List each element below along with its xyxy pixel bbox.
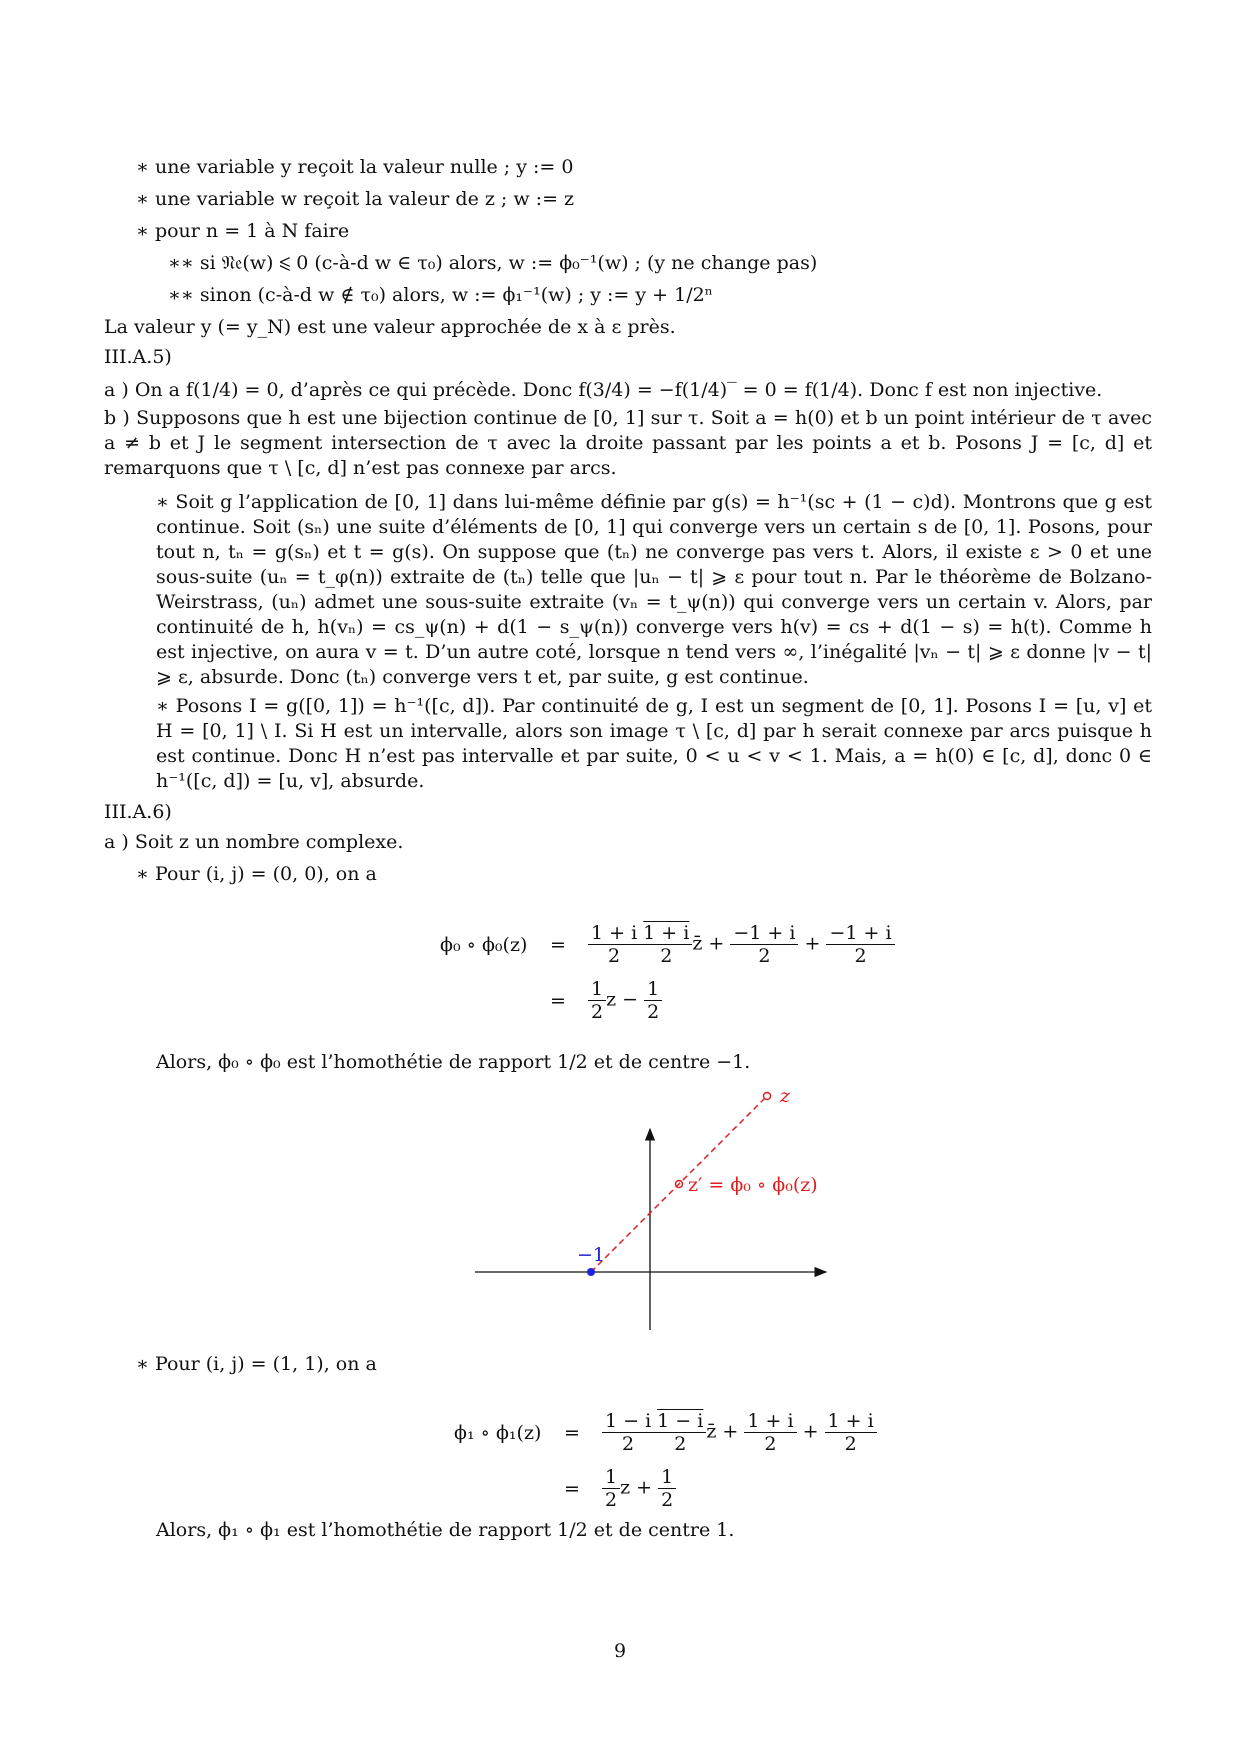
sub-bullet-2: ∗∗ sinon (c-à-d w ∉ τ₀) alors, w := ϕ₁⁻¹(w) ; y := y + 1/2ⁿ [168,284,713,306]
label-z-prime: z′ = ϕ₀ ∘ ϕ₀(z) [688,1174,818,1196]
sub-bullet-1: ∗∗ si 𝔑𝔢(w) ⩽ 0 (c-à-d w ∈ τ₀) alors, w := ϕ₀⁻¹(w) ; (y ne change pas) [168,252,818,274]
proof-continuity: ∗ Soit g l’application de [0, 1] dans lui-même définie par g(s) = h⁻¹(sc + (1 − c)d). Montrons que g est continue. Soit (sₙ) une suite d’éléments de [0, 1] qui converge vers un certain s de [0, 1]. Posons, pour tout n, tₙ = g(sₙ) et t = g(s). On suppose que (tₙ) ne converge pas vers t. Alors, il existe ε > 0 et une sous-suite (uₙ = t_φ(n)) extraite de (tₙ) telle que |uₙ − t| ⩾ ε pour tout n. Par le théorème de Bolzano-Weirstrass, (uₙ) admet une sous-suite extraite (vₙ = t_ψ(n)) qui converge vers un certain v. Alors, par continuité de h, h(vₙ) = cs_ψ(n) + d(1 − s_ψ(n)) converge vers h(v) = cs + d(1 − s) = h(t). Comme h est injective, on aura v = t. D’un autre coté, lorsque n tend vers ∞, l’inégalité |vₙ − t| ⩾ ε donne |v − t| ⩾ ε, absurde. Donc (tₙ) converge vers t et, par suite, g est continue. [156,491,1152,688]
section-heading-a5: III.A.5) [104,346,172,368]
eq1-lhs: ϕ₀ ∘ ϕ₀(z) [440,934,528,956]
bullet-line-2: ∗ une variable w reçoit la valeur de z ; w := z [136,188,575,210]
item-a: a ) On a f(1/4) = 0, d’après ce qui précède. Donc f(3/4) = −f(1/4)‾ = 0 = f(1/4). Donc f est non injective. [104,379,1103,401]
approx-sentence: La valeur y (= y_N) est une valeur approchée de x à ε près. [104,316,676,338]
proof-interval: ∗ Posons I = g([0, 1]) = h⁻¹([c, d]). Par continuité de g, I est un segment de [0, 1]. Posons I = [u, v] et H = [0, 1] \ I. Si H est un intervalle, alors son image τ \ [c, d] par h serait connexe par arcs puisque h est continue. Donc H n’est pas intervalle et par suite, 0 < u < v < 1. Mais, a = h(0) ∈ [c, d], donc 0 ∈ h⁻¹([c, d]) = [u, v], absurde. [156,695,1152,792]
bullet-line-1: ∗ une variable y reçoit la valeur nulle ; y := 0 [136,156,574,178]
eq2-rhs2: $\frac{1}{2}$ z + $\frac{1}{2}$ [602,1466,676,1511]
section-heading-a6: III.A.6) [104,801,172,823]
bullet-line-3: ∗ pour n = 1 à N faire [136,220,350,242]
eq1-rhs1: $\frac{1 + i}{2}$ $\frac{1 + i}{2}$ z̄ + $\frac{-1 + i}{2}$ + $\frac{-1 + i}{2}$ [588,922,895,967]
case-11: ∗ Pour (i, j) = (1, 1), on a [136,1353,377,1375]
homothety-sentence-0: Alors, ϕ₀ ∘ ϕ₀ est l’homothétie de rapport 1/2 et de centre −1. [156,1051,751,1073]
homothety-figure [470,1085,840,1340]
case-00: ∗ Pour (i, j) = (0, 0), on a [136,863,377,885]
homothety-sentence-1: Alors, ϕ₁ ∘ ϕ₁ est l’homothétie de rapport 1/2 et de centre 1. [156,1519,735,1541]
item-b: b ) Supposons que h est une bijection continue de [0, 1] sur τ. Soit a = h(0) et b un point intérieur de τ avec a ≠ b et J le segment intersection de τ avec la droite passant par les points a et b. Posons J = [c, d] et remarquons que τ \ [c, d] n’est pas connexe par arcs. [104,407,1152,479]
label-minus-one: −1 [577,1244,606,1266]
eq2-lhs: ϕ₁ ∘ ϕ₁(z) [454,1422,542,1444]
eq2-eq: = [564,1422,580,1444]
eq1-rhs2: $\frac{1}{2}$ z − $\frac{1}{2}$ [588,978,662,1023]
eq1-eq2: = [550,990,566,1012]
eq2-eq2: = [564,1478,580,1500]
eq2-rhs1: $\frac{1 - i}{2}$ $\frac{1 - i}{2}$ z̄ + $\frac{1 + i}{2}$ + $\frac{1 + i}{2}$ [602,1410,877,1455]
point-minus-one [588,1269,595,1276]
item-a-6: a ) Soit z un nombre complexe. [104,831,404,853]
eq1-eq: = [550,934,566,956]
label-z: z [780,1085,791,1107]
page-number: 9 [613,1640,627,1662]
